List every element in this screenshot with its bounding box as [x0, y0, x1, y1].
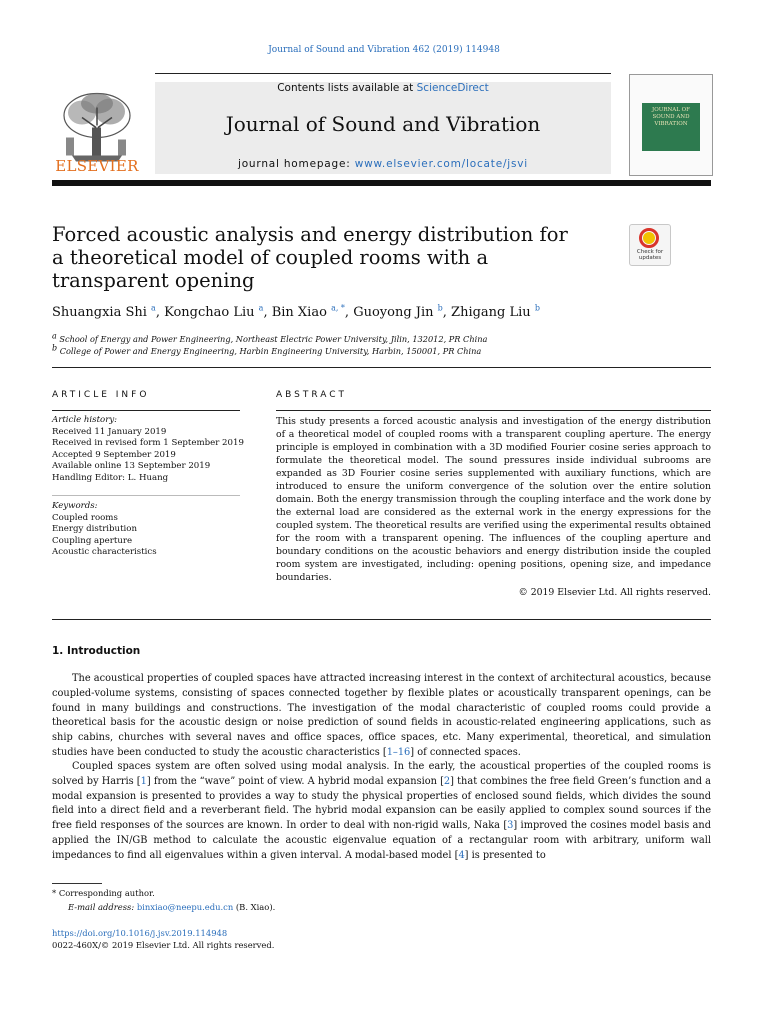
- intro-paragraph-2: [52, 760, 711, 864]
- author-name[interactable]: Bin Xiao: [271, 305, 327, 320]
- affiliation-a: [52, 331, 652, 344]
- divider: [52, 410, 240, 411]
- article-history: [52, 415, 252, 485]
- author-name[interactable]: Shuangxia Shi: [52, 305, 147, 320]
- author-affiliation-mark[interactable]: a, *: [331, 303, 345, 313]
- header-rule-top: [155, 73, 611, 74]
- cover-title: JOURNAL OF SOUND AND VIBRATION: [651, 107, 690, 127]
- text-run: ] of connected spaces.: [410, 746, 521, 758]
- email-label: E-mail address:: [68, 902, 137, 912]
- article-info-heading: ARTICLE INFO: [52, 390, 150, 400]
- text-run: The acoustical properties of coupled spaces have attracted increasing interest in the context of architectural acoustics, because coupled-volume systems, consisting of spaces connected together by flexible plates or acoustically transparent openings, can be found in many buildings and constructions. The investigation of the modal characteristic of coupled rooms could provide a theoretical basis for the acoustic design or noise prediction of sound fields in acoustic-related engineering applications, such as ship cabins, churches with several naves and office spaces, office spaces, etc. Many experimental, theoretical, and simulation studies have been conducted to study the acoustic characteristics [: [52, 673, 711, 758]
- affiliation-b: [52, 343, 652, 356]
- homepage-prefix: journal homepage:: [237, 158, 355, 170]
- section-heading-introduction: 1. Introduction: [52, 645, 141, 657]
- keyword-item: Coupling aperture: [52, 535, 133, 546]
- keywords-label: Keywords:: [52, 501, 98, 511]
- homepage-line: [155, 158, 611, 170]
- elsevier-wordmark: ELSEVIER: [55, 157, 139, 175]
- author-name[interactable]: Kongchao Liu: [164, 305, 255, 320]
- author-affiliation-mark[interactable]: b: [534, 303, 540, 313]
- keyword-item: Acoustic characteristics: [52, 547, 157, 558]
- corresponding-author-note: * Corresponding author.: [52, 888, 155, 898]
- text-run: ] that combines the free field Green’s function and a modal expansion is presented to provides a way to study the physical properties of enclosed sound fields, which divides the sound field into a direct field and a reverberant field. The hybrid modal expansion can be easily applied to complex sound sources if the free field responses of the sources are known. In order to deal with non-rigid walls, Naka [: [52, 775, 711, 832]
- contents-prefix: Contents lists available at: [277, 82, 417, 94]
- history-label: Article history:: [52, 415, 118, 425]
- issn-copyright: 0022-460X/© 2019 Elsevier Ltd. All rights reserved.: [52, 940, 275, 950]
- email-suffix: (B. Xiao).: [233, 902, 276, 912]
- author-affiliation-mark[interactable]: a: [151, 303, 156, 313]
- email-link[interactable]: binxiao@neepu.edu.cn: [136, 902, 234, 912]
- email-footnote: [52, 902, 275, 912]
- check-updates-label: Check for updates: [636, 249, 664, 261]
- reference-link[interactable]: 4: [458, 849, 465, 861]
- history-item: Handling Editor: L. Huang: [52, 472, 169, 483]
- keyword-item: Energy distribution: [52, 524, 138, 535]
- journal-title: Journal of Sound and Vibration: [225, 112, 541, 136]
- keyword-item: Coupled rooms: [52, 512, 118, 523]
- affiliation-text: College of Power and Energy Engineering, Harbin Engineering University, Harbin, 150001, PR China: [59, 346, 482, 356]
- sciencedirect-link[interactable]: ScienceDirect: [416, 82, 489, 94]
- history-item: Available online 13 September 2019: [52, 461, 211, 472]
- text-run: ] is presented to: [464, 849, 546, 861]
- divider: [52, 367, 711, 368]
- reference-link[interactable]: 1: [140, 775, 147, 787]
- abstract-copyright: © 2019 Elsevier Ltd. All rights reserved.: [518, 587, 711, 598]
- history-item: Received 11 January 2019: [52, 426, 167, 437]
- author-name[interactable]: Zhigang Liu: [451, 305, 531, 320]
- homepage-link[interactable]: www.elsevier.com/locate/jsvi: [354, 158, 529, 170]
- text-run: ] from the “wave” point of view. A hybrid modal expansion [: [146, 775, 444, 787]
- footnote-rule: [52, 883, 102, 884]
- intro-paragraph-1: [52, 672, 711, 761]
- history-item: Received in revised form 1 September 2019: [52, 438, 244, 449]
- check-updates-icon-center: [643, 232, 655, 244]
- divider: [52, 495, 240, 496]
- header-rule-bottom: [52, 180, 711, 186]
- author-affiliation-mark[interactable]: a: [258, 303, 264, 313]
- author-name[interactable]: Guoyong Jin: [353, 305, 434, 320]
- abstract-text: This study presents a forced acoustic analysis and investigation of the energy distribution of a theoretical model of coupled rooms with a transparent coupling aperture. The energy principle is employed in combination with a 3D modified Fourier cosine series approach to formulate the theoretical model. The sound pressures inside individual subrooms are expanded as 3D Fourier cosine series supplemented with auxiliary functions, which are introduced to ensure the uniform convergence of the solution over the entire solution domain. Both the energy transmission through the coupling interface and the work done by the external load are considered as the external work in the energy expressions for the coupled system. The theoretical results are verified using the experimental results obtained for the room with a transparent opening. The influences of the coupling aperture and boundary conditions on the acoustic behaviors and energy distribution inside the coupled room system are investigated, including: opening positions, opening size, and impedance boundaries.: [276, 416, 711, 583]
- article-title: Forced acoustic analysis and energy distribution for a theoretical model of coupled rooms with a transparent opening: [52, 223, 568, 292]
- text-run: ] improved the cosines model basis and applied the IN/GB method to calculate the acoustic eigenvalue equation of a rectangular room with arbitrary, uniform wall impedances to find all eigenvalues within a given interval. A modal-based model [: [52, 820, 711, 861]
- divider: [52, 619, 711, 620]
- reference-link[interactable]: 3: [507, 820, 514, 832]
- divider: [276, 410, 711, 411]
- keywords: [52, 501, 252, 559]
- affiliation-marker: a: [52, 331, 57, 341]
- abstract-heading: ABSTRACT: [276, 390, 348, 400]
- reference-link[interactable]: 1–16: [386, 746, 411, 758]
- history-item: Accepted 9 September 2019: [52, 449, 176, 460]
- text-run: Coupled spaces system are often solved using modal analysis. In the early, the acoustical properties of the coupled rooms is solved by Harris [: [52, 761, 711, 787]
- doi-link[interactable]: https://doi.org/10.1016/j.jsv.2019.114948: [52, 928, 228, 938]
- check-for-updates-button[interactable]: [629, 224, 671, 266]
- contents-line: [155, 82, 611, 94]
- journal-cover-thumbnail[interactable]: [629, 74, 713, 176]
- author-list: Shuangxia Shi $^a$, Kongchao Liu $^a$, Bin Xiao $^{a, *}$, Guoyong Jin $^b$, Zhigang Liu $^b$: [52, 303, 540, 320]
- author-affiliation-mark[interactable]: b: [437, 303, 443, 313]
- reference-link[interactable]: 2: [443, 775, 451, 787]
- affiliation-marker: b: [52, 343, 58, 353]
- affiliation-text: School of Energy and Power Engineering, Northeast Electric Power University, Jilin, 132012, PR China: [59, 334, 488, 344]
- journal-citation[interactable]: Journal of Sound and Vibration 462 (2019) 114948: [268, 45, 500, 55]
